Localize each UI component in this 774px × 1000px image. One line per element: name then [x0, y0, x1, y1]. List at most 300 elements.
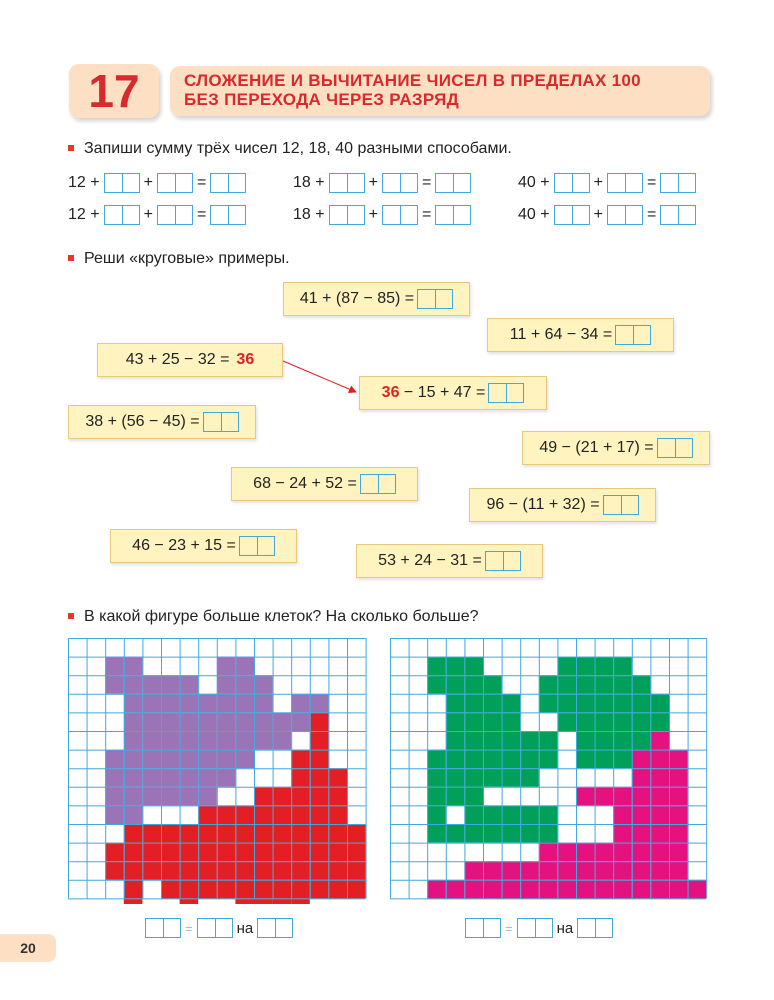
red-figure-cell — [310, 712, 329, 731]
example-expression: 46 − 23 + 15 = — [132, 537, 236, 554]
magenta-figure-cell — [669, 750, 688, 769]
green-figure-cell — [520, 805, 539, 824]
plus-sign: + — [593, 174, 603, 191]
green-figure-cell — [483, 824, 502, 843]
green-figure-cell — [595, 675, 614, 694]
red-figure-cell — [254, 880, 273, 899]
magenta-figure-cell — [502, 861, 521, 880]
purple-figure-cell — [291, 694, 310, 713]
red-figure-cell — [291, 787, 310, 806]
magenta-figure-cell — [650, 843, 669, 862]
red-figure-cell — [217, 843, 236, 862]
purple-figure-cell — [180, 694, 199, 713]
magenta-figure-cell — [539, 880, 558, 899]
magenta-figure-cell — [650, 805, 669, 824]
example-expression: 11 + 64 − 34 = — [509, 326, 613, 343]
green-figure-cell — [650, 694, 669, 713]
magenta-figure-cell — [576, 880, 595, 899]
green-figure-cell — [595, 694, 614, 713]
green-figure-cell — [446, 750, 465, 769]
answer-word: на — [556, 919, 574, 937]
magenta-figure-cell — [650, 750, 669, 769]
green-figure-cell — [446, 768, 465, 787]
red-figure-cell — [273, 880, 292, 899]
purple-figure-cell — [105, 787, 124, 806]
red-figure-cell — [180, 880, 199, 899]
red-figure-cell — [124, 843, 143, 862]
green-figure-cell — [464, 712, 483, 731]
green-figure-cell — [446, 694, 465, 713]
green-figure-cell — [613, 731, 632, 750]
purple-figure-cell — [124, 657, 143, 676]
red-figure-cell — [198, 861, 217, 880]
green-figure-cell — [464, 824, 483, 843]
red-figure-cell — [328, 824, 347, 843]
answer-sign: = — [185, 920, 193, 936]
magenta-figure-cell — [464, 861, 483, 880]
green-figure-cell — [557, 657, 576, 676]
magenta-figure-cell — [595, 787, 614, 806]
task1-text: Запиши сумму трёх чисел 12, 18, 40 разными способами. — [68, 140, 512, 158]
green-figure-cell — [502, 731, 521, 750]
red-figure-cell — [235, 824, 254, 843]
red-figure-cell — [310, 861, 329, 880]
answer-cells[interactable] — [517, 918, 553, 938]
example-expression: 38 + (56 − 45) = — [85, 413, 200, 430]
green-figure-cell — [539, 694, 558, 713]
magenta-figure-cell — [632, 750, 651, 769]
green-figure-cell — [483, 675, 502, 694]
green-figure-cell — [520, 768, 539, 787]
example-expression: 68 − 24 + 52 = — [253, 475, 357, 492]
red-figure-cell — [310, 787, 329, 806]
example-expression: 41 + (87 − 85) = — [299, 290, 415, 307]
task3-text: В какой фигуре больше клеток? На сколько больше? — [68, 608, 479, 626]
green-figure-cell — [576, 750, 595, 769]
purple-figure-cell — [161, 768, 180, 787]
magenta-figure-cell — [650, 861, 669, 880]
red-figure-cell — [235, 843, 254, 862]
magenta-figure-cell — [669, 805, 688, 824]
red-figure-cell — [180, 824, 199, 843]
magenta-figure-cell — [483, 880, 502, 899]
red-figure-cell — [124, 861, 143, 880]
bullet-icon — [68, 613, 74, 619]
red-figure-cell — [124, 880, 143, 899]
red-figure-cell — [291, 768, 310, 787]
green-figure-cell — [539, 731, 558, 750]
magenta-figure-cell — [464, 880, 483, 899]
green-figure-cell — [427, 768, 446, 787]
red-figure-cell — [124, 824, 143, 843]
sum-start: 12 + — [68, 174, 100, 191]
purple-figure-cell — [198, 694, 217, 713]
red-figure-cell — [105, 843, 124, 862]
arrow-line — [283, 361, 356, 392]
purple-figure-cell — [180, 768, 199, 787]
green-figure-cell — [539, 805, 558, 824]
purple-figure-cell — [235, 694, 254, 713]
red-figure-cell — [328, 787, 347, 806]
green-figure-cell — [502, 805, 521, 824]
green-figure-cell — [446, 712, 465, 731]
green-figure-cell — [483, 768, 502, 787]
red-figure-cell — [235, 805, 254, 824]
red-figure-cell — [217, 861, 236, 880]
purple-figure-cell — [124, 750, 143, 769]
purple-figure-cell — [105, 750, 124, 769]
purple-figure-cell — [180, 787, 199, 806]
red-figure-cell — [310, 805, 329, 824]
purple-figure-cell — [273, 731, 292, 750]
red-figure-cell — [198, 805, 217, 824]
figure-grid-right — [390, 638, 710, 904]
red-figure-cell — [142, 824, 161, 843]
magenta-figure-cell — [539, 861, 558, 880]
magenta-figure-cell — [520, 880, 539, 899]
magenta-figure-cell — [688, 880, 707, 899]
red-figure-cell — [273, 843, 292, 862]
answer-word: на — [236, 919, 254, 937]
purple-figure-cell — [235, 750, 254, 769]
green-figure-cell — [520, 750, 539, 769]
magenta-figure-cell — [669, 824, 688, 843]
answer-row-left — [145, 918, 293, 938]
purple-figure-cell — [105, 675, 124, 694]
plus-sign: + — [593, 206, 603, 223]
purple-figure-cell — [142, 750, 161, 769]
green-figure-cell — [520, 731, 539, 750]
purple-figure-cell — [180, 712, 199, 731]
green-figure-cell — [502, 750, 521, 769]
green-figure-cell — [576, 712, 595, 731]
green-figure-cell — [595, 731, 614, 750]
red-figure-cell — [328, 768, 347, 787]
green-figure-cell — [539, 750, 558, 769]
red-figure-cell — [198, 824, 217, 843]
red-figure-cell — [347, 824, 366, 843]
green-figure-cell — [613, 675, 632, 694]
magenta-figure-cell — [632, 768, 651, 787]
green-figure-cell — [576, 657, 595, 676]
red-figure-cell — [161, 824, 180, 843]
example-answer: 36 — [236, 351, 255, 368]
purple-figure-cell — [254, 675, 273, 694]
equals-sign: = — [196, 174, 207, 191]
red-figure-cell — [180, 861, 199, 880]
purple-figure-cell — [124, 694, 143, 713]
magenta-figure-cell — [650, 731, 669, 750]
purple-figure-cell — [217, 750, 236, 769]
green-figure-cell — [427, 824, 446, 843]
purple-figure-cell — [235, 712, 254, 731]
green-figure-cell — [520, 824, 539, 843]
purple-figure-cell — [291, 712, 310, 731]
green-figure-cell — [557, 712, 576, 731]
red-figure-cell — [310, 880, 329, 899]
green-figure-cell — [464, 675, 483, 694]
page-number: 20 — [0, 934, 56, 962]
figure-grid-left — [68, 638, 370, 904]
purple-figure-cell — [161, 712, 180, 731]
red-figure-cell — [347, 843, 366, 862]
red-figure-cell — [328, 843, 347, 862]
green-figure-cell — [539, 675, 558, 694]
magenta-figure-cell — [557, 880, 576, 899]
green-figure-cell — [632, 731, 651, 750]
green-figure-cell — [427, 787, 446, 806]
sum-start: 40 + — [518, 174, 550, 191]
red-figure-cell — [310, 824, 329, 843]
magenta-figure-cell — [576, 843, 595, 862]
magenta-figure-cell — [446, 880, 465, 899]
magenta-figure-cell — [576, 861, 595, 880]
answer-cells[interactable] — [257, 918, 293, 938]
plus-sign: + — [368, 174, 378, 191]
example-lead: 36 — [381, 384, 400, 401]
magenta-figure-cell — [632, 805, 651, 824]
green-figure-cell — [483, 731, 502, 750]
red-figure-cell — [310, 843, 329, 862]
lesson-title-line2: БЕЗ ПЕРЕХОДА ЧЕРЕЗ РАЗРЯД — [184, 90, 460, 109]
purple-figure-cell — [217, 712, 236, 731]
green-figure-cell — [632, 694, 651, 713]
green-figure-cell — [502, 768, 521, 787]
lesson-number: 17 — [69, 64, 159, 118]
red-figure-cell — [198, 880, 217, 899]
red-figure-cell — [217, 880, 236, 899]
purple-figure-cell — [235, 675, 254, 694]
purple-figure-cell — [161, 787, 180, 806]
magenta-figure-cell — [650, 880, 669, 899]
red-figure-cell — [217, 805, 236, 824]
green-figure-cell — [502, 694, 521, 713]
purple-figure-cell — [198, 768, 217, 787]
equals-sign: = — [421, 174, 432, 191]
red-figure-cell — [254, 843, 273, 862]
purple-figure-cell — [142, 731, 161, 750]
green-figure-cell — [576, 675, 595, 694]
green-figure-cell — [446, 787, 465, 806]
green-figure-cell — [427, 750, 446, 769]
red-figure-cell — [347, 880, 366, 899]
magenta-figure-cell — [595, 880, 614, 899]
green-figure-cell — [464, 750, 483, 769]
green-figure-cell — [427, 657, 446, 676]
purple-figure-cell — [124, 712, 143, 731]
answer-cells[interactable] — [145, 918, 181, 938]
red-figure-cell — [217, 824, 236, 843]
magenta-figure-cell — [483, 861, 502, 880]
green-figure-cell — [464, 657, 483, 676]
purple-figure-cell — [161, 675, 180, 694]
red-figure-cell — [161, 843, 180, 862]
green-figure-cell — [613, 712, 632, 731]
red-figure-cell — [291, 805, 310, 824]
example-expression: − 15 + 47 = — [399, 384, 486, 401]
purple-figure-cell — [105, 805, 124, 824]
green-figure-cell — [557, 694, 576, 713]
red-figure-cell — [328, 861, 347, 880]
green-figure-cell — [483, 750, 502, 769]
magenta-figure-cell — [613, 787, 632, 806]
magenta-figure-cell — [557, 843, 576, 862]
red-figure-cell — [142, 843, 161, 862]
magenta-figure-cell — [632, 880, 651, 899]
purple-figure-cell — [235, 731, 254, 750]
purple-figure-cell — [180, 675, 199, 694]
purple-figure-cell — [217, 675, 236, 694]
purple-figure-cell — [142, 768, 161, 787]
purple-figure-cell — [124, 768, 143, 787]
red-figure-cell — [105, 861, 124, 880]
green-figure-cell — [502, 824, 521, 843]
green-figure-cell — [502, 712, 521, 731]
red-figure-cell — [273, 861, 292, 880]
red-figure-cell — [328, 805, 347, 824]
red-figure-cell — [235, 880, 254, 899]
green-figure-cell — [446, 657, 465, 676]
red-figure-cell — [310, 750, 329, 769]
magenta-figure-cell — [669, 880, 688, 899]
plus-sign: + — [368, 206, 378, 223]
green-figure-cell — [595, 657, 614, 676]
sum-start: 18 + — [293, 206, 325, 223]
red-figure-cell — [310, 768, 329, 787]
purple-figure-cell — [124, 675, 143, 694]
red-figure-cell — [310, 731, 329, 750]
purple-figure-cell — [310, 694, 329, 713]
green-figure-cell — [632, 712, 651, 731]
purple-figure-cell — [235, 657, 254, 676]
purple-figure-cell — [217, 657, 236, 676]
purple-figure-cell — [254, 712, 273, 731]
magenta-figure-cell — [557, 861, 576, 880]
magenta-figure-cell — [539, 843, 558, 862]
magenta-figure-cell — [613, 805, 632, 824]
magenta-figure-cell — [502, 880, 521, 899]
green-figure-cell — [446, 675, 465, 694]
equals-sign: = — [421, 206, 432, 223]
magenta-figure-cell — [650, 824, 669, 843]
green-figure-cell — [650, 712, 669, 731]
equals-sign: = — [646, 206, 657, 223]
green-figure-cell — [427, 805, 446, 824]
green-figure-cell — [464, 787, 483, 806]
magenta-figure-cell — [632, 861, 651, 880]
purple-figure-cell — [198, 750, 217, 769]
red-figure-cell — [291, 824, 310, 843]
magenta-figure-cell — [520, 861, 539, 880]
purple-figure-cell — [124, 787, 143, 806]
red-figure-cell — [254, 787, 273, 806]
magenta-figure-cell — [669, 768, 688, 787]
example-expression: 43 + 25 − 32 = — [125, 351, 230, 368]
purple-figure-cell — [161, 694, 180, 713]
task2-text: Реши «круговые» примеры. — [68, 250, 290, 268]
red-figure-cell — [347, 861, 366, 880]
purple-figure-cell — [180, 750, 199, 769]
red-figure-cell — [273, 824, 292, 843]
green-figure-cell — [557, 675, 576, 694]
green-figure-cell — [613, 750, 632, 769]
magenta-figure-cell — [632, 843, 651, 862]
green-figure-cell — [576, 731, 595, 750]
sum-start: 18 + — [293, 174, 325, 191]
red-figure-cell — [142, 861, 161, 880]
equals-sign: = — [196, 206, 207, 223]
purple-figure-cell — [254, 694, 273, 713]
purple-figure-cell — [105, 657, 124, 676]
red-figure-cell — [161, 880, 180, 899]
green-figure-cell — [632, 675, 651, 694]
sum-start: 12 + — [68, 206, 100, 223]
answer-row-right — [465, 918, 613, 938]
purple-figure-cell — [180, 731, 199, 750]
magenta-figure-cell — [613, 861, 632, 880]
magenta-figure-cell — [669, 843, 688, 862]
red-figure-cell — [254, 824, 273, 843]
example-expression: 53 + 24 − 31 = — [378, 552, 482, 569]
magenta-figure-cell — [613, 824, 632, 843]
green-figure-cell — [464, 805, 483, 824]
answer-cells[interactable] — [465, 918, 501, 938]
answer-cells[interactable] — [577, 918, 613, 938]
purple-figure-cell — [142, 694, 161, 713]
purple-figure-cell — [161, 750, 180, 769]
purple-figure-cell — [124, 731, 143, 750]
purple-figure-cell — [254, 731, 273, 750]
green-figure-cell — [576, 694, 595, 713]
purple-figure-cell — [217, 731, 236, 750]
magenta-figure-cell — [669, 787, 688, 806]
purple-figure-cell — [142, 675, 161, 694]
green-figure-cell — [483, 805, 502, 824]
equals-sign: = — [646, 174, 657, 191]
red-figure-cell — [254, 861, 273, 880]
answer-cells[interactable] — [197, 918, 233, 938]
magenta-figure-cell — [595, 861, 614, 880]
purple-figure-cell — [142, 787, 161, 806]
purple-figure-cell — [217, 768, 236, 787]
sum-start: 40 + — [518, 206, 550, 223]
red-figure-cell — [273, 805, 292, 824]
red-figure-cell — [273, 787, 292, 806]
answer-sign: = — [505, 920, 513, 936]
green-figure-cell — [446, 731, 465, 750]
purple-figure-cell — [142, 712, 161, 731]
plus-sign: + — [143, 174, 153, 191]
magenta-figure-cell — [669, 861, 688, 880]
purple-figure-cell — [273, 712, 292, 731]
magenta-figure-cell — [632, 824, 651, 843]
magenta-figure-cell — [650, 787, 669, 806]
magenta-figure-cell — [613, 880, 632, 899]
red-figure-cell — [328, 880, 347, 899]
red-figure-cell — [198, 843, 217, 862]
magenta-figure-cell — [613, 843, 632, 862]
example-expression: 49 − (21 + 17) = — [539, 439, 654, 456]
green-figure-cell — [613, 694, 632, 713]
plus-sign: + — [143, 206, 153, 223]
green-figure-cell — [595, 712, 614, 731]
purple-figure-cell — [124, 805, 143, 824]
green-figure-cell — [539, 824, 558, 843]
red-figure-cell — [291, 880, 310, 899]
green-figure-cell — [483, 712, 502, 731]
purple-figure-cell — [198, 712, 217, 731]
purple-figure-cell — [217, 694, 236, 713]
